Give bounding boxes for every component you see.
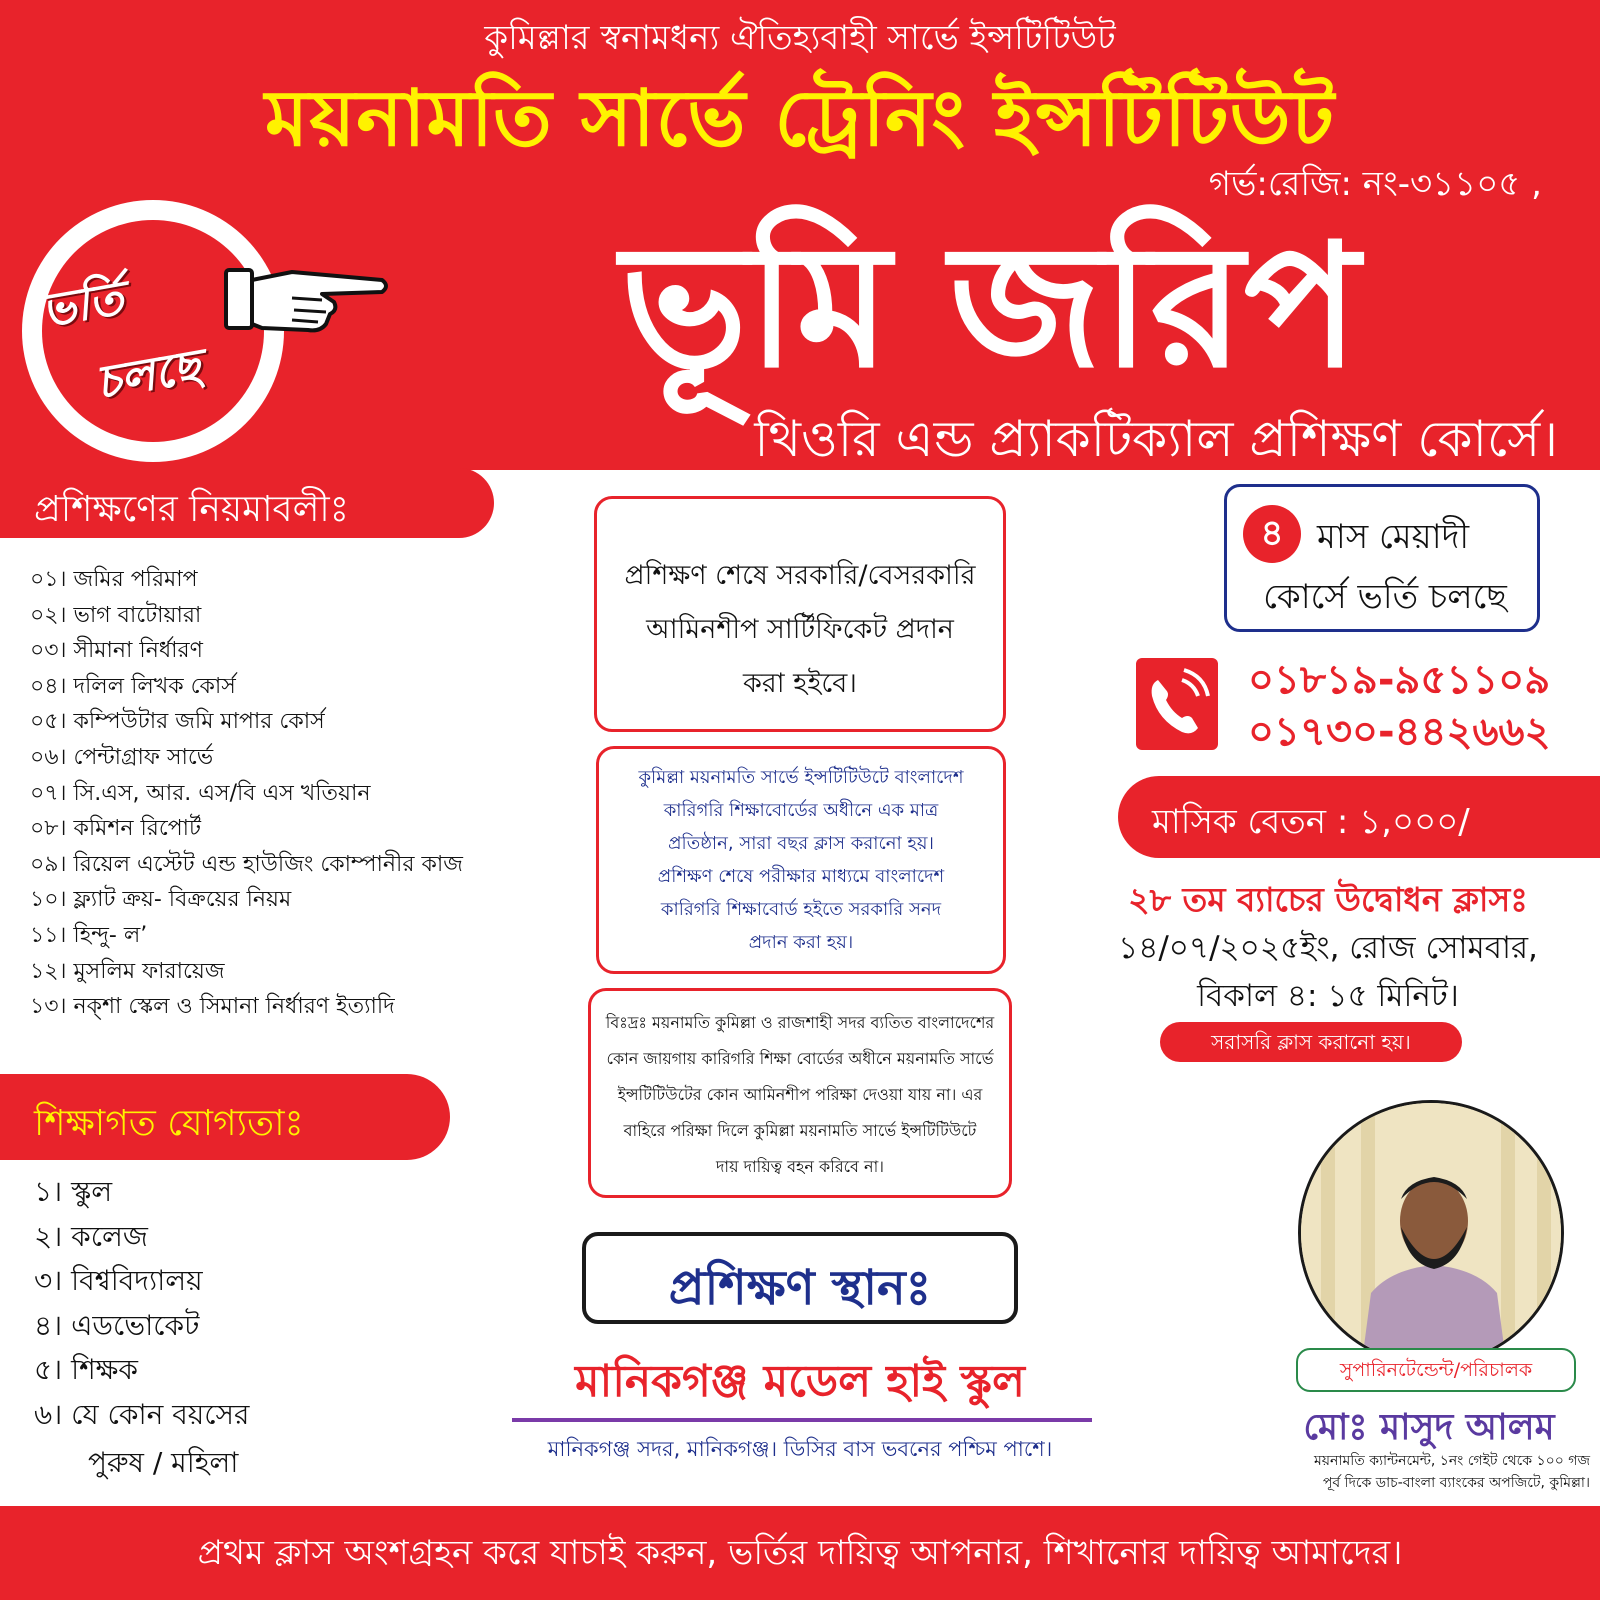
list-item: ১১। হিন্দু- ল’ [30,922,148,948]
list-item: ০৭। সি.এস, আর. এস/বি এস খতিয়ান [30,780,371,806]
list-item: ০৪। দলিল লিখক কোর্স [30,673,236,699]
board-notice-box [596,746,1006,974]
badge-text-ongoing: চলছে [91,338,205,410]
venue-heading: প্রশিক্ষণ স্থানঃ [668,1260,932,1316]
certificate-line: প্রশিক্ষণ শেষে সরকারি/বেসরকারি [624,560,976,591]
list-item: ১০। ফ্ল্যাট ক্রয়- বিক্রয়ের নিয়ম [30,887,292,913]
admission-open-label: কোর্সে ভর্তি চলছে [1263,577,1507,617]
list-item: ০৯। রিয়েল এস্টেট এন্ড হাউজিং কোম্পানীর কাজ [30,851,463,877]
certificate-line: করা হইবে। [743,668,857,699]
duration-label: মাস মেয়াদী [1317,517,1470,557]
footer-text: প্রথম ক্লাস অংশগ্রহন করে যাচাই করুন, ভর্তির দায়িত্ব আপনার, শিখানোর দায়িত্ব আমাদের। [197,1533,1403,1573]
director-role-box [1296,1348,1576,1392]
education-gender-note: পুরুষ / মহিলা [88,1446,239,1479]
phone-icon [1136,658,1218,750]
rules-heading-pill [0,468,494,538]
list-item: ০৫। কম্পিউটার জমি মাপার কোর্স [30,709,325,735]
list-item: ১৩। নক্শা স্কেল ও সিমানা নির্ধারণ ইত্যাদি [30,994,395,1020]
tagline: কুমিল্লার স্বনামধন্য ঐতিহ্যবাহী সার্ভে ইন্সটিটিউট [484,18,1116,58]
list-item: ৫। শিক্ষক [34,1353,138,1387]
badge-text-admission: ভর্তি [37,270,128,338]
director-photo [1298,1100,1564,1366]
venue-school: মানিকগঞ্জ মডেল হাই স্কুল [575,1356,1025,1407]
fee-pill [1118,776,1600,858]
director-role: সুপারিনটেন্ডেন্ট/পরিচালক [1339,1359,1533,1381]
header-banner [0,0,1600,470]
disclaimer-line: ইন্সটিটিউটের কোন আমিনশীপ পরিক্ষা দেওয়া যায় না। এর [617,1085,983,1104]
disclaimer-box [588,988,1012,1198]
list-item: ৪। এডভোকেট [34,1308,200,1342]
list-item: ০২। ভাগ বাটোয়ারা [30,602,202,628]
board-line: প্রশিক্ষণ শেষে পরীক্ষার মাধ্যমে বাংলাদেশ [657,866,945,887]
live-class-note: সরাসরি ক্লাস করানো হয়। [1211,1030,1411,1054]
batch-title: ২৮ তম ব্যাচের উদ্বোধন ক্লাসঃ [1128,880,1528,919]
education-heading-pill [0,1074,450,1160]
monthly-fee: মাসিক বেতন : ১,০০০/ [1152,802,1470,842]
institute-name: ময়নামতি সার্ভে ট্রেনিং ইন্সটিটিউট [265,74,1335,164]
list-item: ০৩। সীমানা নির্ধারণ [30,638,203,664]
list-item: ৬। যে কোন বয়সের [34,1397,250,1431]
director-address-line: ময়নামতি ক্যান্টনমেন্ট, ১নং গেইট থেকে ১০০ গজ [1314,1453,1590,1469]
disclaimer-line: বাহিরে পরিক্ষা দিলে কুমিল্লা ময়নামতি সার্ভে ইন্সটিটিউটে [623,1121,977,1140]
director-name: মোঃ মাসুদ আলম [1303,1407,1555,1448]
board-line: কারিগরি শিক্ষাবোর্ডের অধীনে এক মাত্র [663,800,939,821]
list-item: ০৬। পেন্টাগ্রাফ সার্ভে [30,744,214,770]
rules-list [30,562,463,1025]
duration-number: ৪ [1243,505,1301,563]
board-line: প্রদান করা হয়। [748,932,854,953]
disclaimer-line: বিঃদ্রঃ ময়নামতি কুমিল্লা ও রাজশাহী সদর ব্যতিত বাংলাদেশের [605,1013,995,1032]
board-line: কারিগরি শিক্ষাবোর্ড হইতে সরকারি সনদ [660,899,942,920]
disclaimer-line: কোন জায়গায় কারিগরি শিক্ষা বোর্ডের অধীনে ময়নামতি সার্ভে [606,1049,994,1068]
disclaimer-line: দায় দায়িত্ব বহন করিবে না। [716,1157,884,1176]
phone-number-1[interactable]: ০১৮১৯-৯৫১১০৯ [1248,657,1551,703]
duration-box [1224,484,1540,632]
director-address-line: পূর্ব দিকে ডাচ-বাংলা ব্যাংকের অপজিটে, কুমিল্লা। [1322,1475,1590,1491]
list-item: ২। কলেজ [34,1219,148,1253]
venue-address: মানিকগঞ্জ সদর, মানিকগঞ্জ। ডিসির বাস ভবনের পশ্চিম পাশে। [547,1437,1053,1461]
list-item: ১। স্কুল [34,1175,113,1208]
registration-number: গর্ভ:রেজি: নং-৩১১০৫ , [1208,164,1542,204]
education-heading: শিক্ষাগত যোগ্যতাঃ [34,1103,304,1144]
phone-number-2[interactable]: ০১৭৩০-৪৪২৬৬২ [1248,709,1551,755]
course-subtitle: থিওরি এন্ড প্র্যাকটিক্যাল প্রশিক্ষণ কোর্সে। [754,410,1558,468]
board-line: কুমিল্লা ময়নামতি সার্ভে ইন্সটিটিউটে বাংলাদেশ [638,767,964,788]
footer-banner [0,1506,1600,1600]
list-item: ০৮। কমিশন রিপোর্ট [30,816,202,842]
batch-date: ১৪/০৭/২০২৫ইং, রোজ সোমবার, [1118,930,1538,966]
certificate-line: আমিনশীপ সার্টিফিকেট প্রদান [646,614,954,645]
list-item: ০১। জমির পরিমাপ [30,567,198,592]
list-item: ৩। বিশ্ববিদ্যালয় [34,1264,203,1298]
main-title: ভূমি জরিপ [620,208,1360,406]
live-class-note-pill [1160,1022,1462,1062]
list-item: ১২। মুসলিম ফারায়েজ [30,958,225,984]
batch-time: বিকাল ৪: ১৫ মিনিট। [1197,978,1459,1014]
rules-heading: প্রশিক্ষণের নিয়মাবলীঃ [34,489,349,530]
pointing-hand-icon [222,262,392,342]
venue-heading-box [582,1232,1018,1324]
board-line: প্রতিষ্ঠান, সারা বছর ক্লাস করানো হয়। [668,833,934,854]
education-list [34,1170,249,1438]
director-address [1230,1450,1590,1494]
divider [512,1418,1092,1422]
certificate-notice-box [594,496,1006,732]
